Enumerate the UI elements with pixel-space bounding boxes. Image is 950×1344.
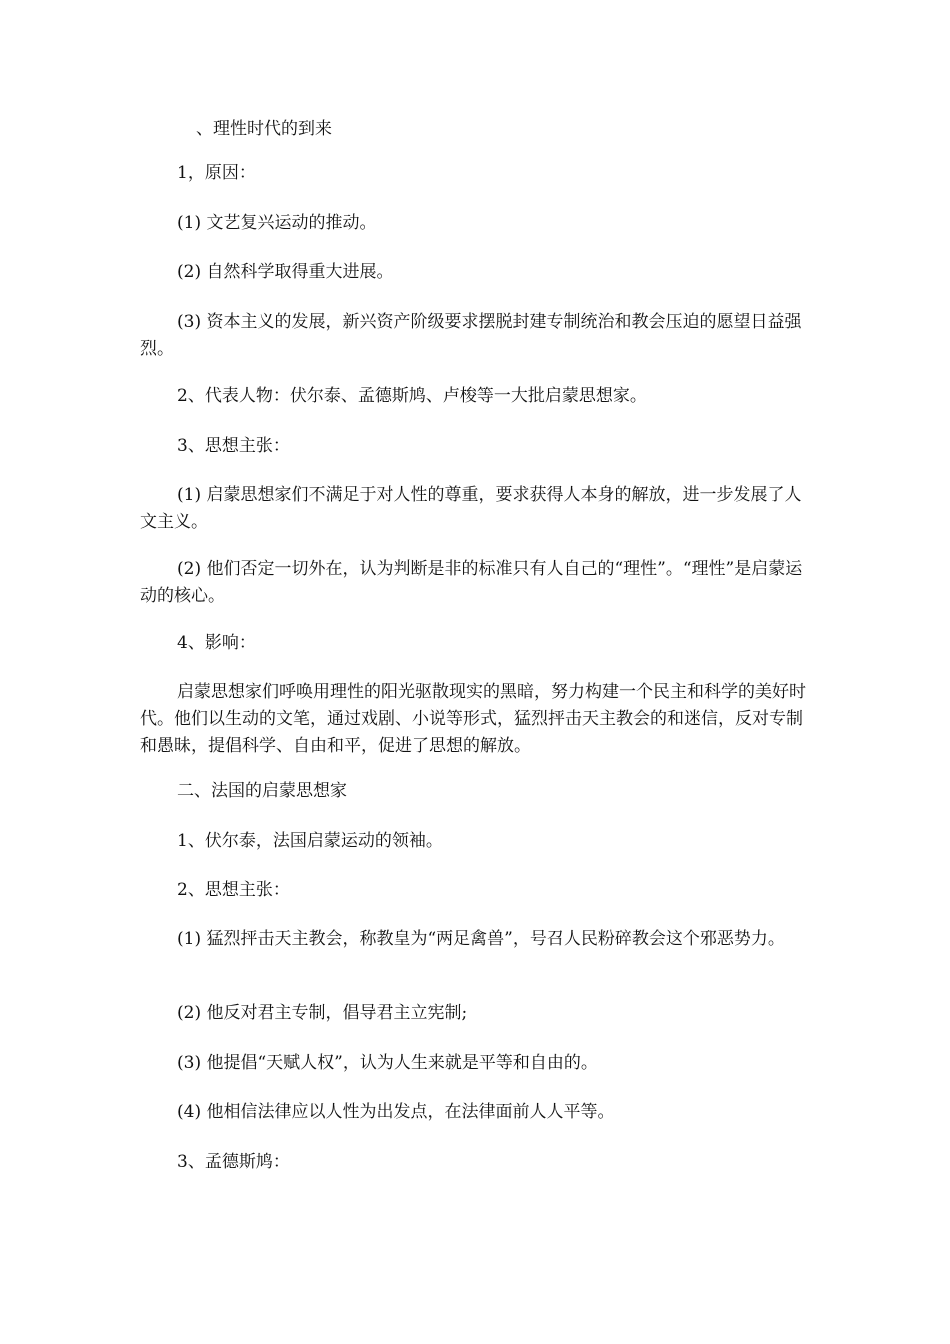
subheading-influence: 4、影响： [177,633,256,653]
section-heading-1: 、理性时代的到来 [196,119,332,139]
voltaire-intro: 1、伏尔泰，法国启蒙运动的领袖。 [177,831,443,851]
subheading-voltaire-ideas: 2、思想主张： [177,880,290,900]
cause-item-3: (3) 资本主义的发展，新兴资产阶级要求摆脱封建专制统治和教会压迫的愿望日益强烈。 [140,312,802,359]
voltaire-idea-4: (4) 他相信法律应以人性为出发点，在法律面前人人平等。 [177,1102,615,1122]
idea-item-2: (2) 他们否定一切外在，认为判断是非的标准只有人自己的“理性”。“理性”是启蒙运动的核心。 [140,559,803,606]
subheading-montesquieu: 3、孟德斯鸠： [177,1152,290,1172]
subheading-causes: 1，原因： [177,163,256,183]
voltaire-idea-3: (3) 他提倡“天赋人权”，认为人生来就是平等和自由的。 [177,1053,598,1073]
cause-item-1: (1) 文艺复兴运动的推动。 [177,213,377,233]
cause-item-2: (2) 自然科学取得重大进展。 [177,262,394,282]
subheading-ideas: 3、思想主张： [177,436,290,456]
voltaire-idea-1: (1) 猛烈抨击天主教会，称教皇为“两足禽兽”，号召人民粉碎教会这个邪恶势力。 [177,929,785,949]
influence-paragraph: 启蒙思想家们呼唤用理性的阳光驱散现实的黑暗，努力构建一个民主和科学的美好时代。他们以生动的文笔，通过戏剧、小说等形式，猛烈抨击天主教会的和迷信，反对专制和愚昧，提倡科学、自由和平，促进了思想的解放。 [140,682,806,756]
idea-item-1: (1) 启蒙思想家们不满足于对人性的尊重，要求获得人本身的解放，进一步发展了人文主义。 [140,485,802,532]
subheading-representatives: 2、代表人物：伏尔泰、孟德斯鸠、卢梭等一大批启蒙思想家。 [177,386,647,406]
voltaire-idea-2: (2) 他反对君主专制，倡导君主立宪制; [177,1003,468,1023]
section-heading-2: 二、法国的启蒙思想家 [177,781,347,801]
